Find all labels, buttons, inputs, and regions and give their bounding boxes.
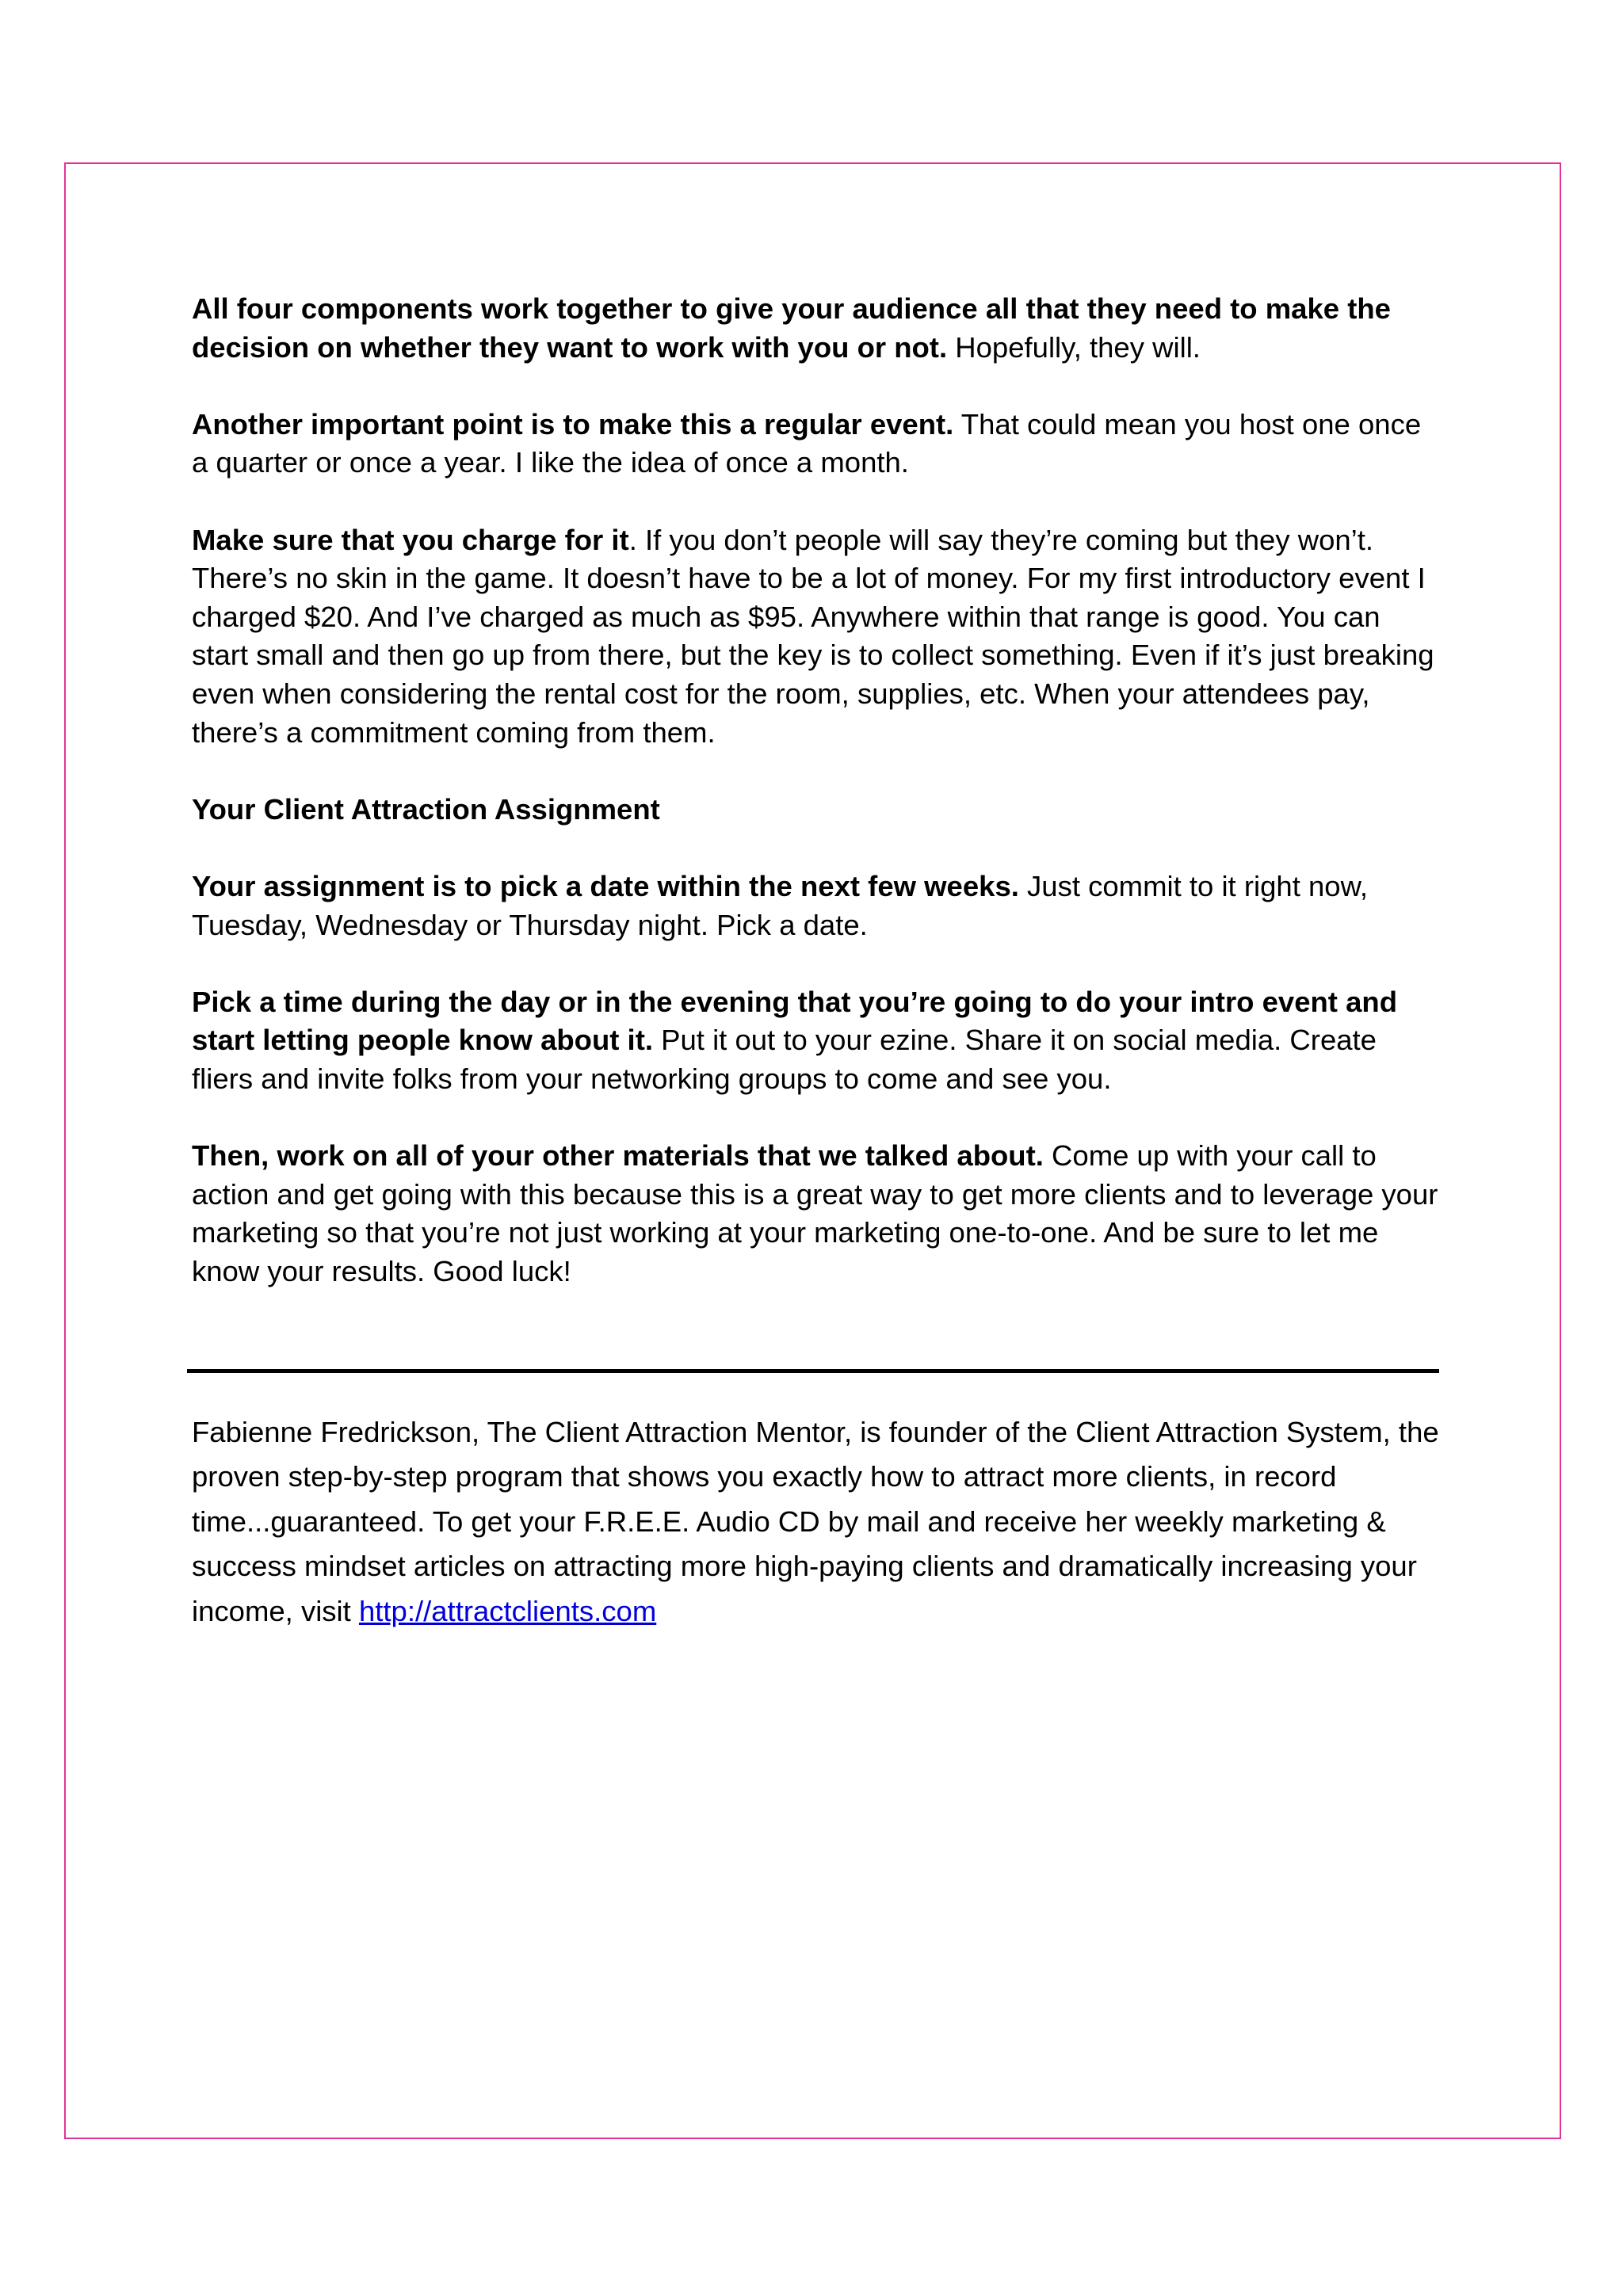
paragraph-text: Hopefully, they will. [947,330,1201,364]
paragraph-lead: All four components work together to give your audience all that they need to make the decision on whether they want to work with you or not. [192,292,1391,364]
paragraph-lead: Make sure that you charge for it [192,523,629,556]
author-bio [192,1410,1460,1634]
paragraph-regular-event [192,406,1444,482]
paragraph-text: That could mean you host one once a quarter or once a year. I like the idea of once a month. [192,407,1422,479]
paragraph-lead: Another important point is to make this a regular event. [192,407,954,441]
paragraph-text: Just commit to it right now, Tuesday, Wednesday or Thursday night. Pick a date. [192,869,1369,941]
paragraph-charge [192,521,1444,753]
paragraph-text: Come up with your call to action and get going with this because this is a great way to get more clients and to leverage your marketing so that you’re not just working at your marketing one-to-one. And be sure to let me know your results. Good luck! [192,1139,1438,1287]
paragraph-lead: Pick a time during the day or in the evening that you’re going to do your intro event and start letting people know about it. [192,985,1397,1057]
paragraph-pick-time [192,983,1444,1099]
horizontal-divider [187,1369,1439,1373]
paragraph-text: . If you don’t people will say they’re coming but they won’t. There’s no skin in the game. It doesn’t have to be a lot of money. For my first introductory event I charged $20. And I’ve charged as much as $95. Anywhere within that range is good. You can start small and then go up from there, but the key is to collect something. Even if it’s just breaking even when considering the rental cost for the room, supplies, etc. When your attendees pay, there’s a commitment coming from them. [192,523,1434,749]
paragraph-assignment [192,868,1444,944]
paragraph-materials [192,1137,1444,1291]
paragraph-lead: Your assignment is to pick a date within the next few weeks. [192,869,1019,902]
website-link[interactable]: http://attractclients.com [358,1594,657,1627]
paragraph-components [192,290,1444,367]
paragraph-lead: Then, work on all of your other materials that we talked about. [192,1139,1044,1173]
article-body [192,290,1444,1329]
paragraph-text: Put it out to your ezine. Share it on social media. Create fliers and invite folks from your networking groups to come and see you. [192,1024,1377,1095]
section-heading: Your Client Attraction Assignment [192,792,660,826]
bio-text: Fabienne Fredrickson, The Client Attraction Mentor, is founder of the Client Attraction System, the proven step-by-step program that shows you exactly how to attract more clients, in record time...guaranteed. To get your F.R.E.E. Audio CD by mail and receive her weekly marketing & success mindset articles on attracting more high-paying clients and dramatically increasing your income, visit [192,1416,1439,1627]
